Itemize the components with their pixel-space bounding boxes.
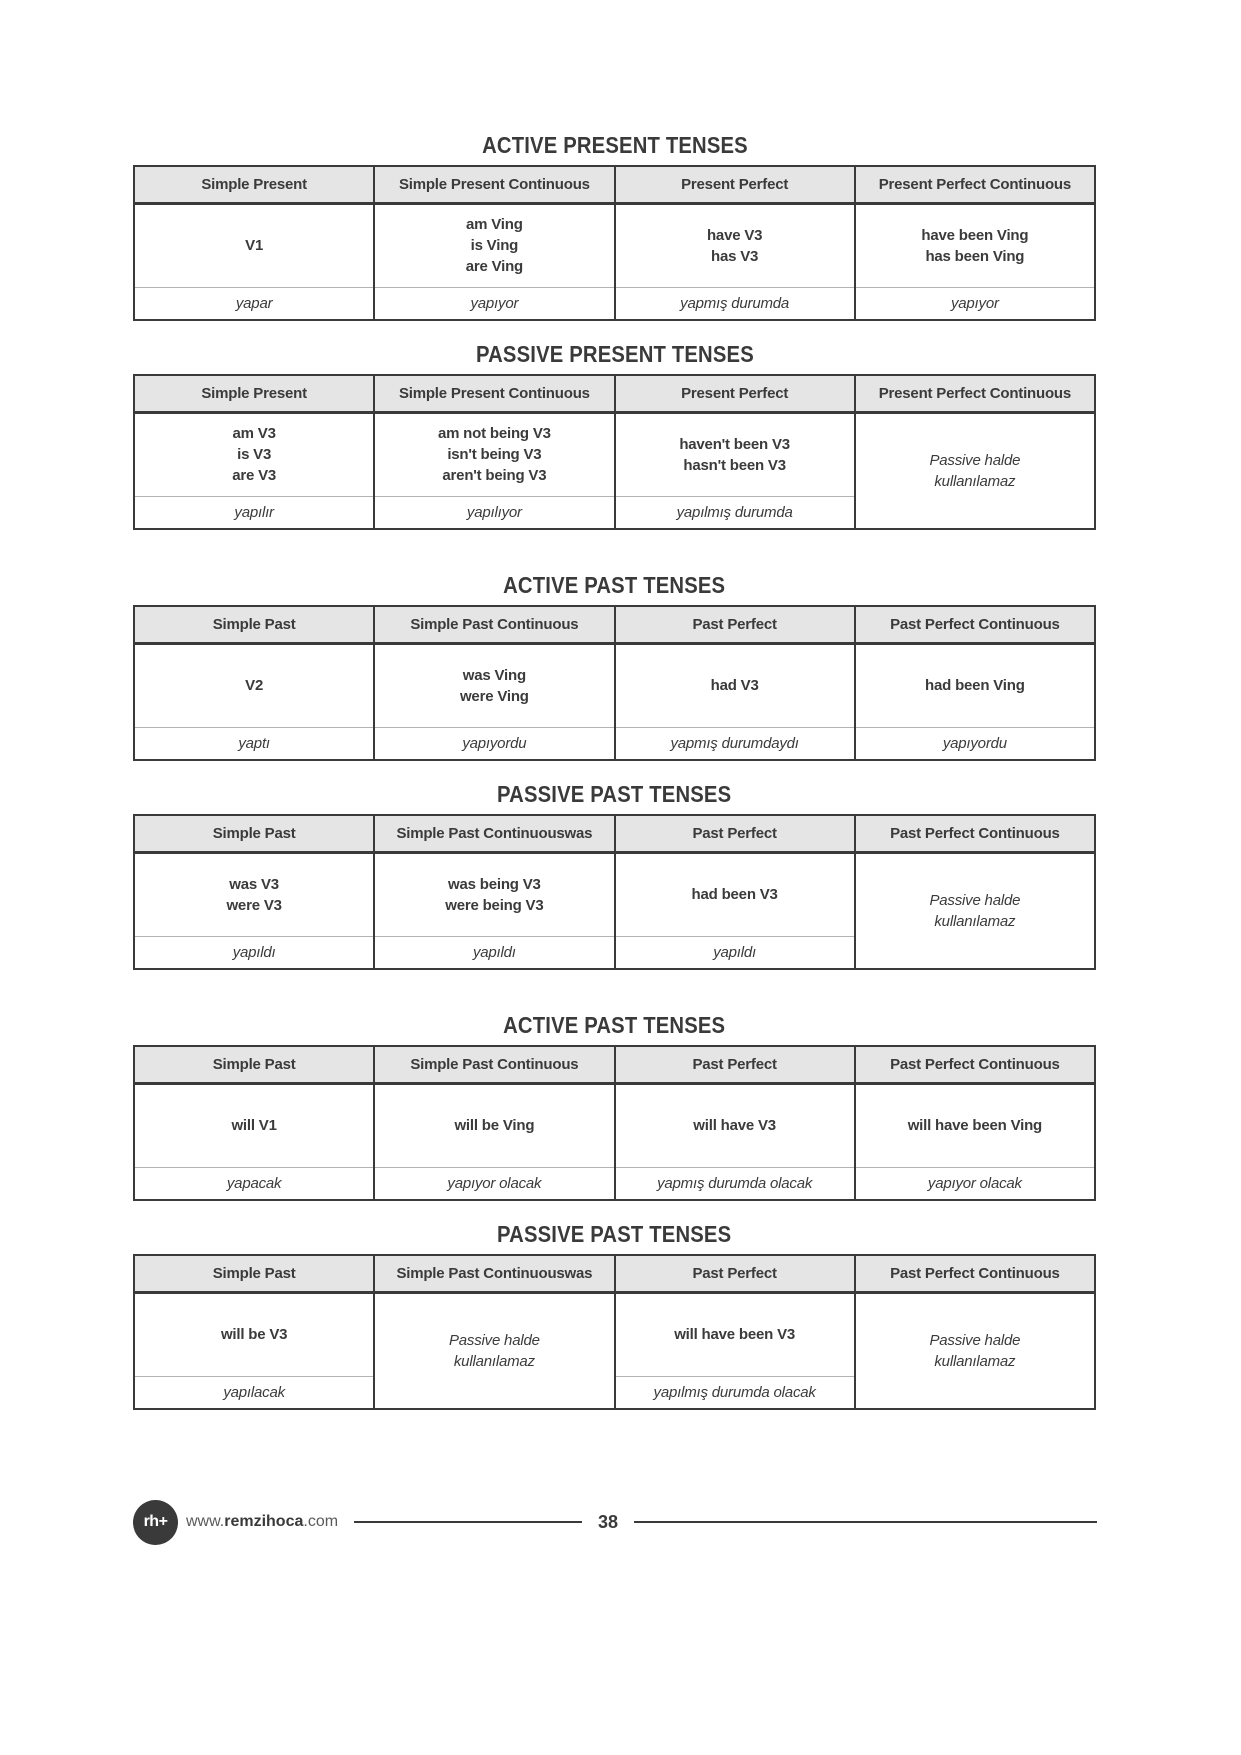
verb-form-cell: am V3 is V3 are V3	[134, 412, 374, 496]
verb-form-cell: had been V3	[615, 852, 855, 936]
verb-form-cell: have been Ving has been Ving	[855, 203, 1095, 287]
translation-cell: yapılıyor	[374, 496, 614, 529]
page-footer	[133, 1499, 1097, 1545]
verb-form-cell: will have been Ving	[855, 1083, 1095, 1167]
verb-form-cell: will be V3	[134, 1292, 374, 1376]
column-header: Simple Present Continuous	[374, 166, 614, 203]
column-header: Past Perfect Continuous	[855, 606, 1095, 643]
verb-form-cell: V2	[134, 643, 374, 727]
section-active-past	[133, 572, 1096, 761]
page-number: 38	[598, 1511, 619, 1532]
column-header: Simple Past Continuouswas	[374, 815, 614, 852]
translation-cell: yapıyor	[374, 287, 614, 320]
verb-form-cell: will have been V3	[615, 1292, 855, 1376]
translation-cell: yapılmış durumda	[615, 496, 855, 529]
column-header: Past Perfect	[615, 606, 855, 643]
column-header: Simple Present Continuous	[374, 375, 614, 412]
translation-cell: yapılmış durumda olacak	[615, 1376, 855, 1409]
section-active-future	[133, 1012, 1096, 1201]
section-passive-future	[133, 1221, 1096, 1410]
section-active-present	[133, 132, 1096, 321]
verb-form-cell: will V1	[134, 1083, 374, 1167]
verb-form-cell: was Ving were Ving	[374, 643, 614, 727]
verb-form-cell: V1	[134, 203, 374, 287]
translation-cell: yapıyor	[855, 287, 1095, 320]
translation-cell: yapıyordu	[374, 727, 614, 760]
verb-form-cell: will have V3	[615, 1083, 855, 1167]
translation-cell: yapmış durumda	[615, 287, 855, 320]
tense-table-active-past	[133, 605, 1096, 761]
column-header: Present Perfect Continuous	[855, 166, 1095, 203]
content-area	[133, 132, 1096, 1430]
column-header: Past Perfect	[615, 815, 855, 852]
column-header: Simple Past Continuous	[374, 606, 614, 643]
tense-table-passive-present	[133, 374, 1096, 530]
column-header: Simple Present	[134, 375, 374, 412]
verb-form-cell: had V3	[615, 643, 855, 727]
column-header: Simple Past Continuous	[374, 1046, 614, 1083]
passive-note-cell: Passive halde kullanılamaz	[374, 1292, 614, 1409]
translation-cell: yapmış durumda olacak	[615, 1167, 855, 1200]
translation-cell: yapılacak	[134, 1376, 374, 1409]
verb-form-cell: am Ving is Ving are Ving	[374, 203, 614, 287]
column-header: Simple Past Continuouswas	[374, 1255, 614, 1292]
verb-form-cell: am not being V3 isn't being V3 aren't being V3	[374, 412, 614, 496]
column-header: Simple Present	[134, 166, 374, 203]
tense-table-passive-future	[133, 1254, 1096, 1410]
column-header: Past Perfect Continuous	[855, 1046, 1095, 1083]
tense-table-passive-past	[133, 814, 1096, 970]
tense-table-active-future	[133, 1045, 1096, 1201]
translation-cell: yapacak	[134, 1167, 374, 1200]
verb-form-cell: had been Ving	[855, 643, 1095, 727]
section-title: ACTIVE PAST TENSES	[503, 572, 726, 598]
section-title: PASSIVE PAST TENSES	[497, 781, 732, 807]
translation-cell: yapıldı	[134, 936, 374, 969]
verb-form-cell: will be Ving	[374, 1083, 614, 1167]
column-header: Present Perfect	[615, 166, 855, 203]
column-header: Past Perfect Continuous	[855, 1255, 1095, 1292]
footer-rule-left	[354, 1521, 582, 1523]
column-header: Past Perfect Continuous	[855, 815, 1095, 852]
column-header: Past Perfect	[615, 1255, 855, 1292]
column-header: Present Perfect Continuous	[855, 375, 1095, 412]
translation-cell: yapıyor olacak	[374, 1167, 614, 1200]
passive-note-cell: Passive halde kullanılamaz	[855, 852, 1095, 969]
verb-form-cell: was V3 were V3	[134, 852, 374, 936]
section-title: PASSIVE PAST TENSES	[497, 1221, 732, 1247]
section-title: ACTIVE PAST TENSES	[503, 1012, 726, 1038]
verb-form-cell: have V3 has V3	[615, 203, 855, 287]
passive-note-cell: Passive halde kullanılamaz	[855, 412, 1095, 529]
verb-form-cell: was being V3 were being V3	[374, 852, 614, 936]
translation-cell: yapıldı	[374, 936, 614, 969]
site-url-suffix: .com	[303, 1513, 339, 1530]
site-url-prefix: www.	[186, 1513, 225, 1530]
section-title: ACTIVE PRESENT TENSES	[481, 132, 748, 158]
footer-rule-right	[634, 1521, 1097, 1523]
translation-cell: yapıyordu	[855, 727, 1095, 760]
site-url-name: remzihoca	[224, 1513, 304, 1530]
translation-cell: yapmış durumdaydı	[615, 727, 855, 760]
translation-cell: yaptı	[134, 727, 374, 760]
site-url	[186, 1513, 338, 1531]
column-header: Simple Past	[134, 815, 374, 852]
column-header: Present Perfect	[615, 375, 855, 412]
translation-cell: yapıyor olacak	[855, 1167, 1095, 1200]
rh-logo: rh+	[133, 1500, 178, 1545]
translation-cell: yapılır	[134, 496, 374, 529]
translation-cell: yapıldı	[615, 936, 855, 969]
tense-table-active-present	[133, 165, 1096, 321]
section-title: PASSIVE PRESENT TENSES	[475, 341, 754, 367]
column-header: Simple Past	[134, 1255, 374, 1292]
translation-cell: yapar	[134, 287, 374, 320]
column-header: Simple Past	[134, 1046, 374, 1083]
verb-form-cell: haven't been V3 hasn't been V3	[615, 412, 855, 496]
section-passive-present	[133, 341, 1096, 530]
passive-note-cell: Passive halde kullanılamaz	[855, 1292, 1095, 1409]
section-passive-past	[133, 781, 1096, 970]
column-header: Simple Past	[134, 606, 374, 643]
column-header: Past Perfect	[615, 1046, 855, 1083]
